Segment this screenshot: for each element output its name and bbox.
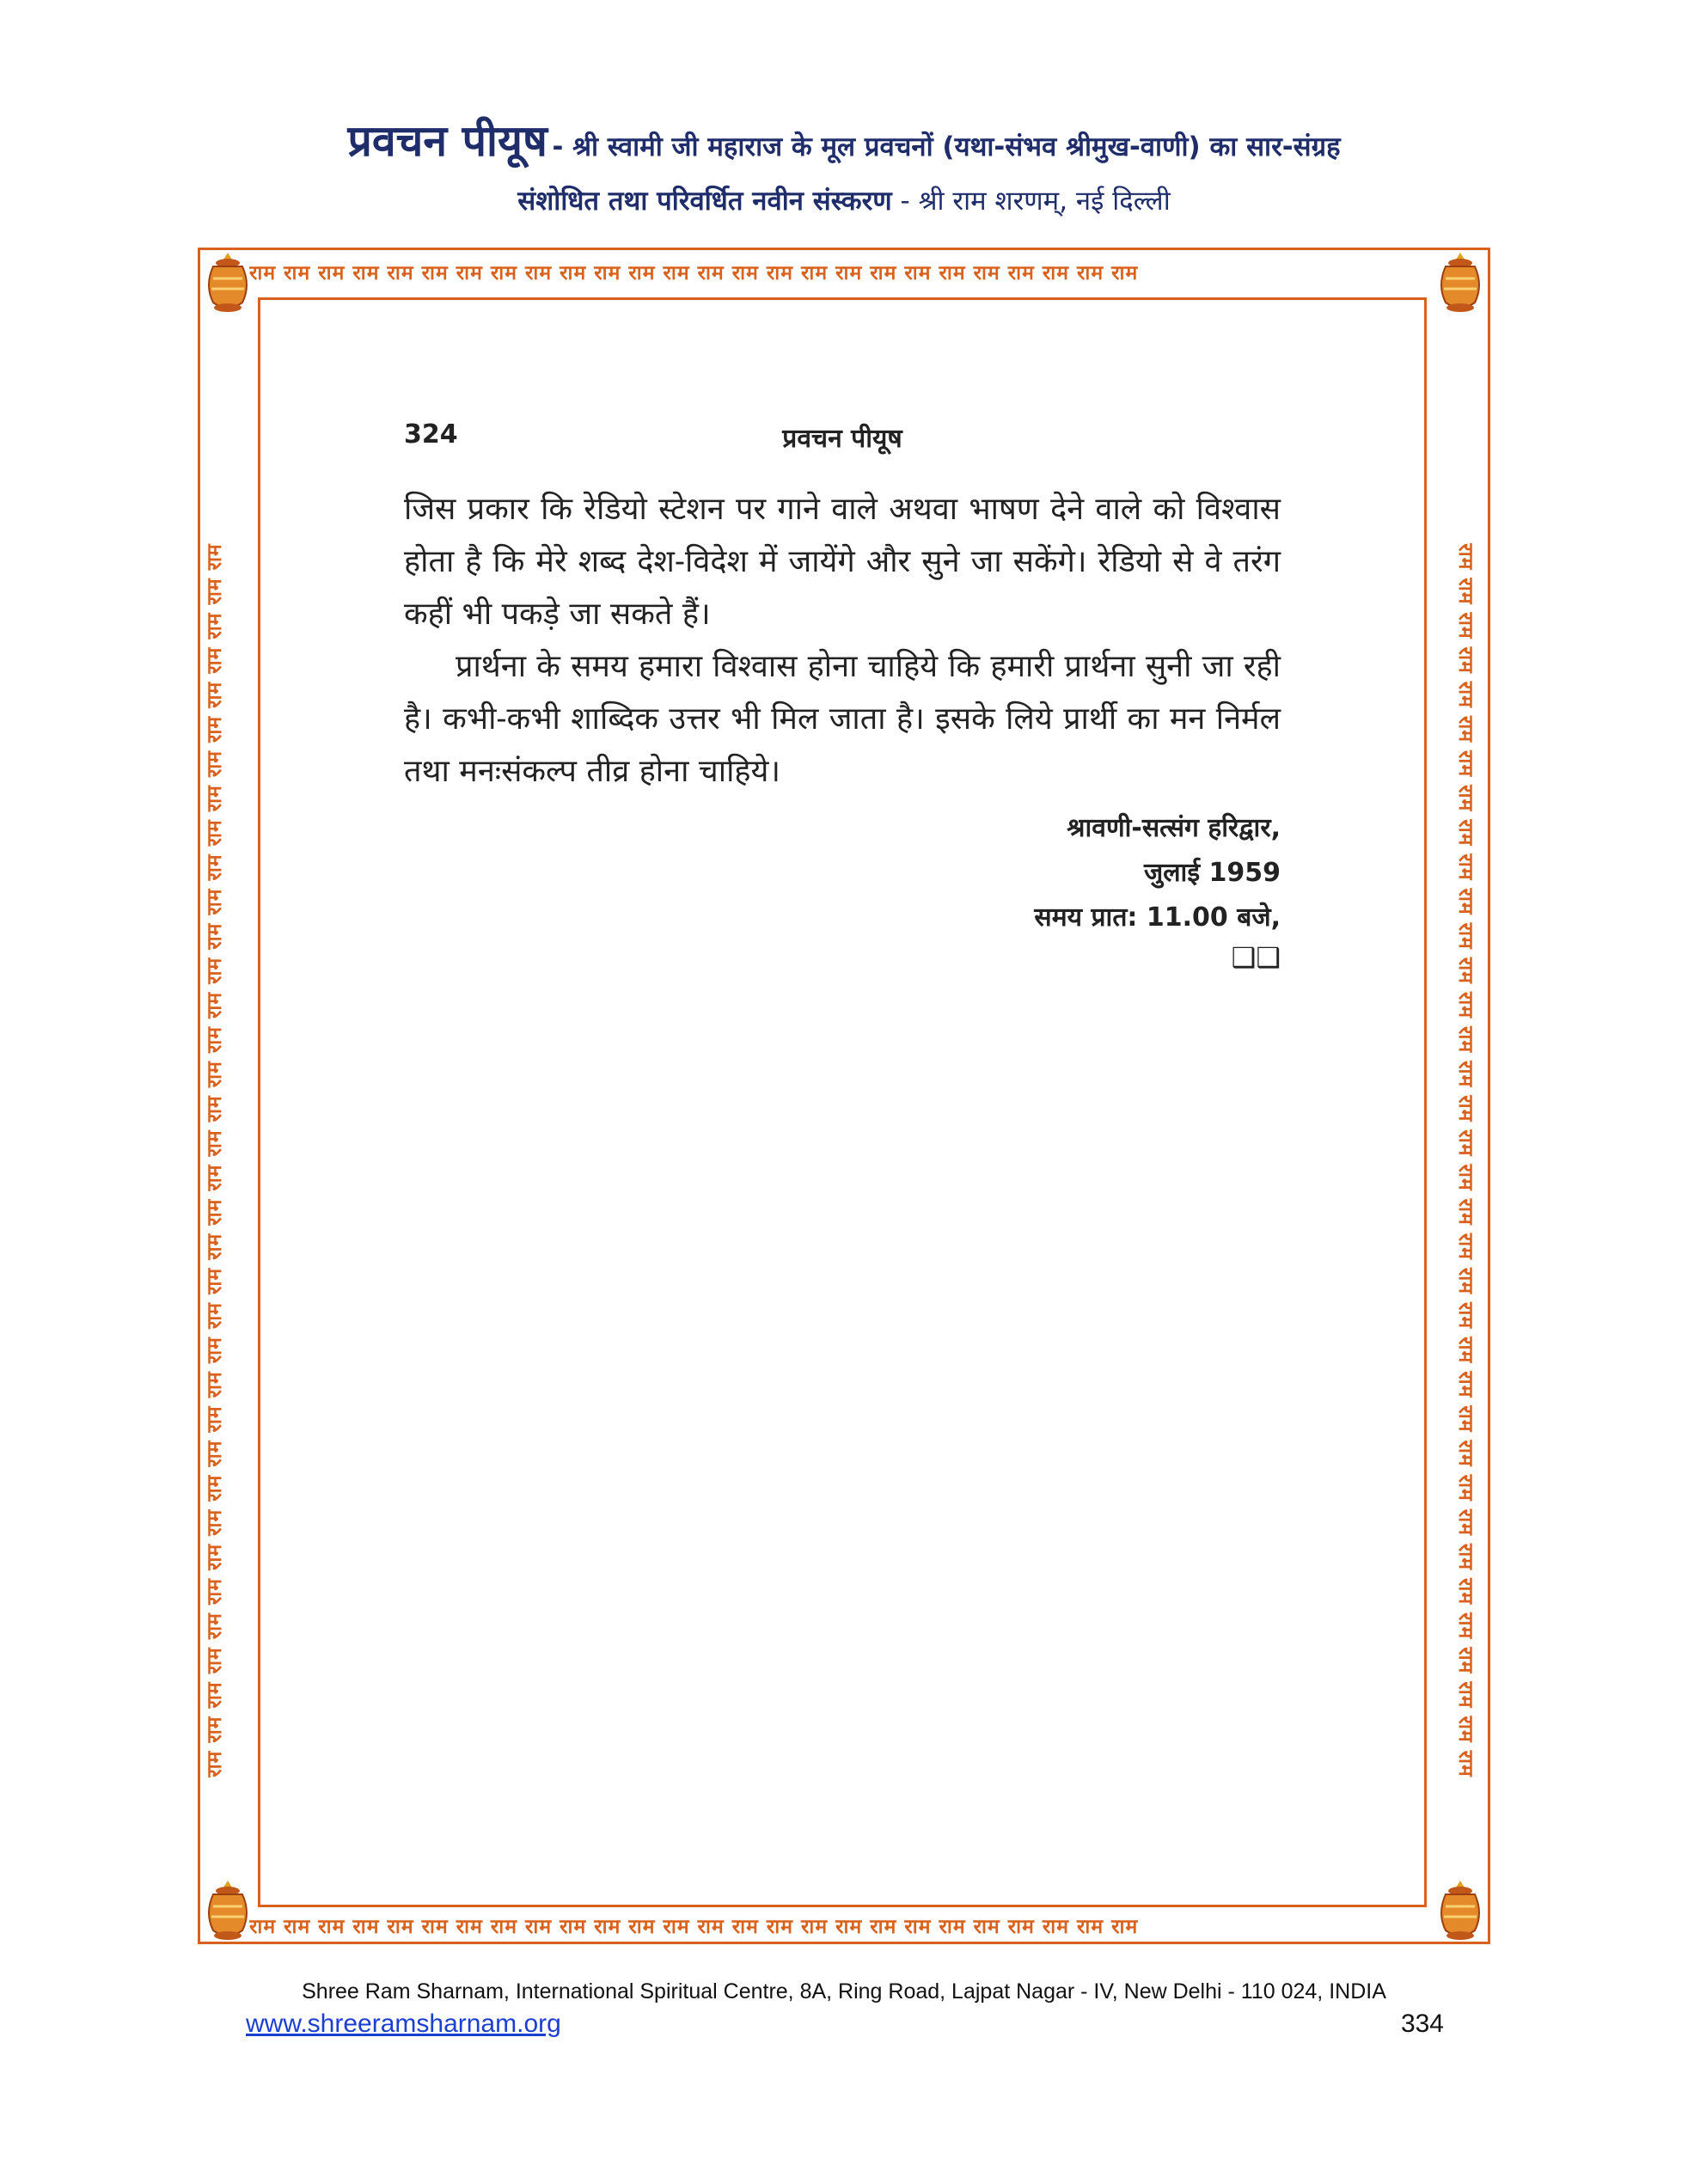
kalash-pot-icon — [201, 251, 254, 315]
pdf-page-number: 334 — [1400, 2010, 1444, 2038]
signoff-date: जुलाई 1959 — [1143, 858, 1281, 888]
kalash-pot-icon — [1434, 1879, 1487, 1942]
edition-publisher: - श्री राम शरणम्, नई दिल्ली — [891, 186, 1171, 217]
scanned-book-page — [404, 413, 1281, 975]
ram-border-right: राम राम राम राम राम राम राम राम राम राम राम राम राम राम राम राम राम राम राम राम राम राम राम राम राम राम राम राम राम राम राम राम राम राम राम राम — [1454, 543, 1477, 1777]
website-link[interactable]: www.shreeramsharnam.org — [246, 2010, 561, 2038]
discourse-signoff — [404, 806, 1281, 940]
header-title: प्रवचन पीयूष — [347, 116, 547, 166]
ram-border-top: राम राम राम राम राम राम राम राम राम राम राम राम राम राम राम राम राम राम राम राम राम राम राम राम राम राम — [249, 262, 1139, 284]
book-running-header — [404, 413, 1281, 464]
ram-border-left: राम राम राम राम राम राम राम राम राम राम राम राम राम राम राम राम राम राम राम राम राम राम राम राम राम राम राम राम राम राम राम राम राम राम राम राम — [204, 543, 226, 1777]
footer-address: Shree Ram Sharnam, International Spiritual Centre, 8A, Ring Road, Lajpat Nagar - IV, New Delhi - 110 024, INDIA — [302, 1979, 1386, 2004]
header-subtitle: - श्री स्वामी जी महाराज के मूल प्रवचनों (यथा-संभव श्रीमुख-वाणी) का सार-संग्रह — [552, 132, 1341, 162]
ram-border-bottom: राम राम राम राम राम राम राम राम राम राम राम राम राम राम राम राम राम राम राम राम राम राम राम राम राम राम — [249, 1916, 1139, 1938]
signoff-place: श्रावणी-सत्संग हरिद्वार, — [1067, 813, 1281, 843]
paragraph-1: जिस प्रकार कि रेडियो स्टेशन पर गाने वाले अथवा भाषण देने वाले को विश्वास होता है कि मेरे शब्द देश-विदेश में जायेंगे और सुने जा सकेंगे। रेडियो से वे तरंग कहीं भी पकड़े जा सकते हैं। — [404, 492, 1281, 632]
document-header-title — [0, 110, 1688, 168]
paragraph-2: प्रार्थना के समय हमारा विश्वास होना चाहिये कि हमारी प्रार्थना सुनी जा रही है। कभी-कभी शाब्दिक उत्तर भी मिल जाता है। इसके लिये प्रार्थी का मन निर्मल तथा मनःसंकल्प तीव्र होना चाहिये। — [404, 649, 1281, 789]
signoff-time: समय प्रात: 11.00 बजे, — [1034, 902, 1281, 933]
book-page-number: 324 — [404, 419, 458, 450]
kalash-pot-icon — [1434, 251, 1487, 315]
book-running-title: प्रवचन पीयूष — [782, 424, 902, 454]
kalash-pot-icon — [201, 1879, 254, 1942]
document-header-edition — [0, 182, 1688, 218]
end-mark: ❑❑ — [1231, 941, 1281, 974]
edition-label: संशोधित तथा परिवर्धित नवीन संस्करण — [517, 186, 892, 217]
